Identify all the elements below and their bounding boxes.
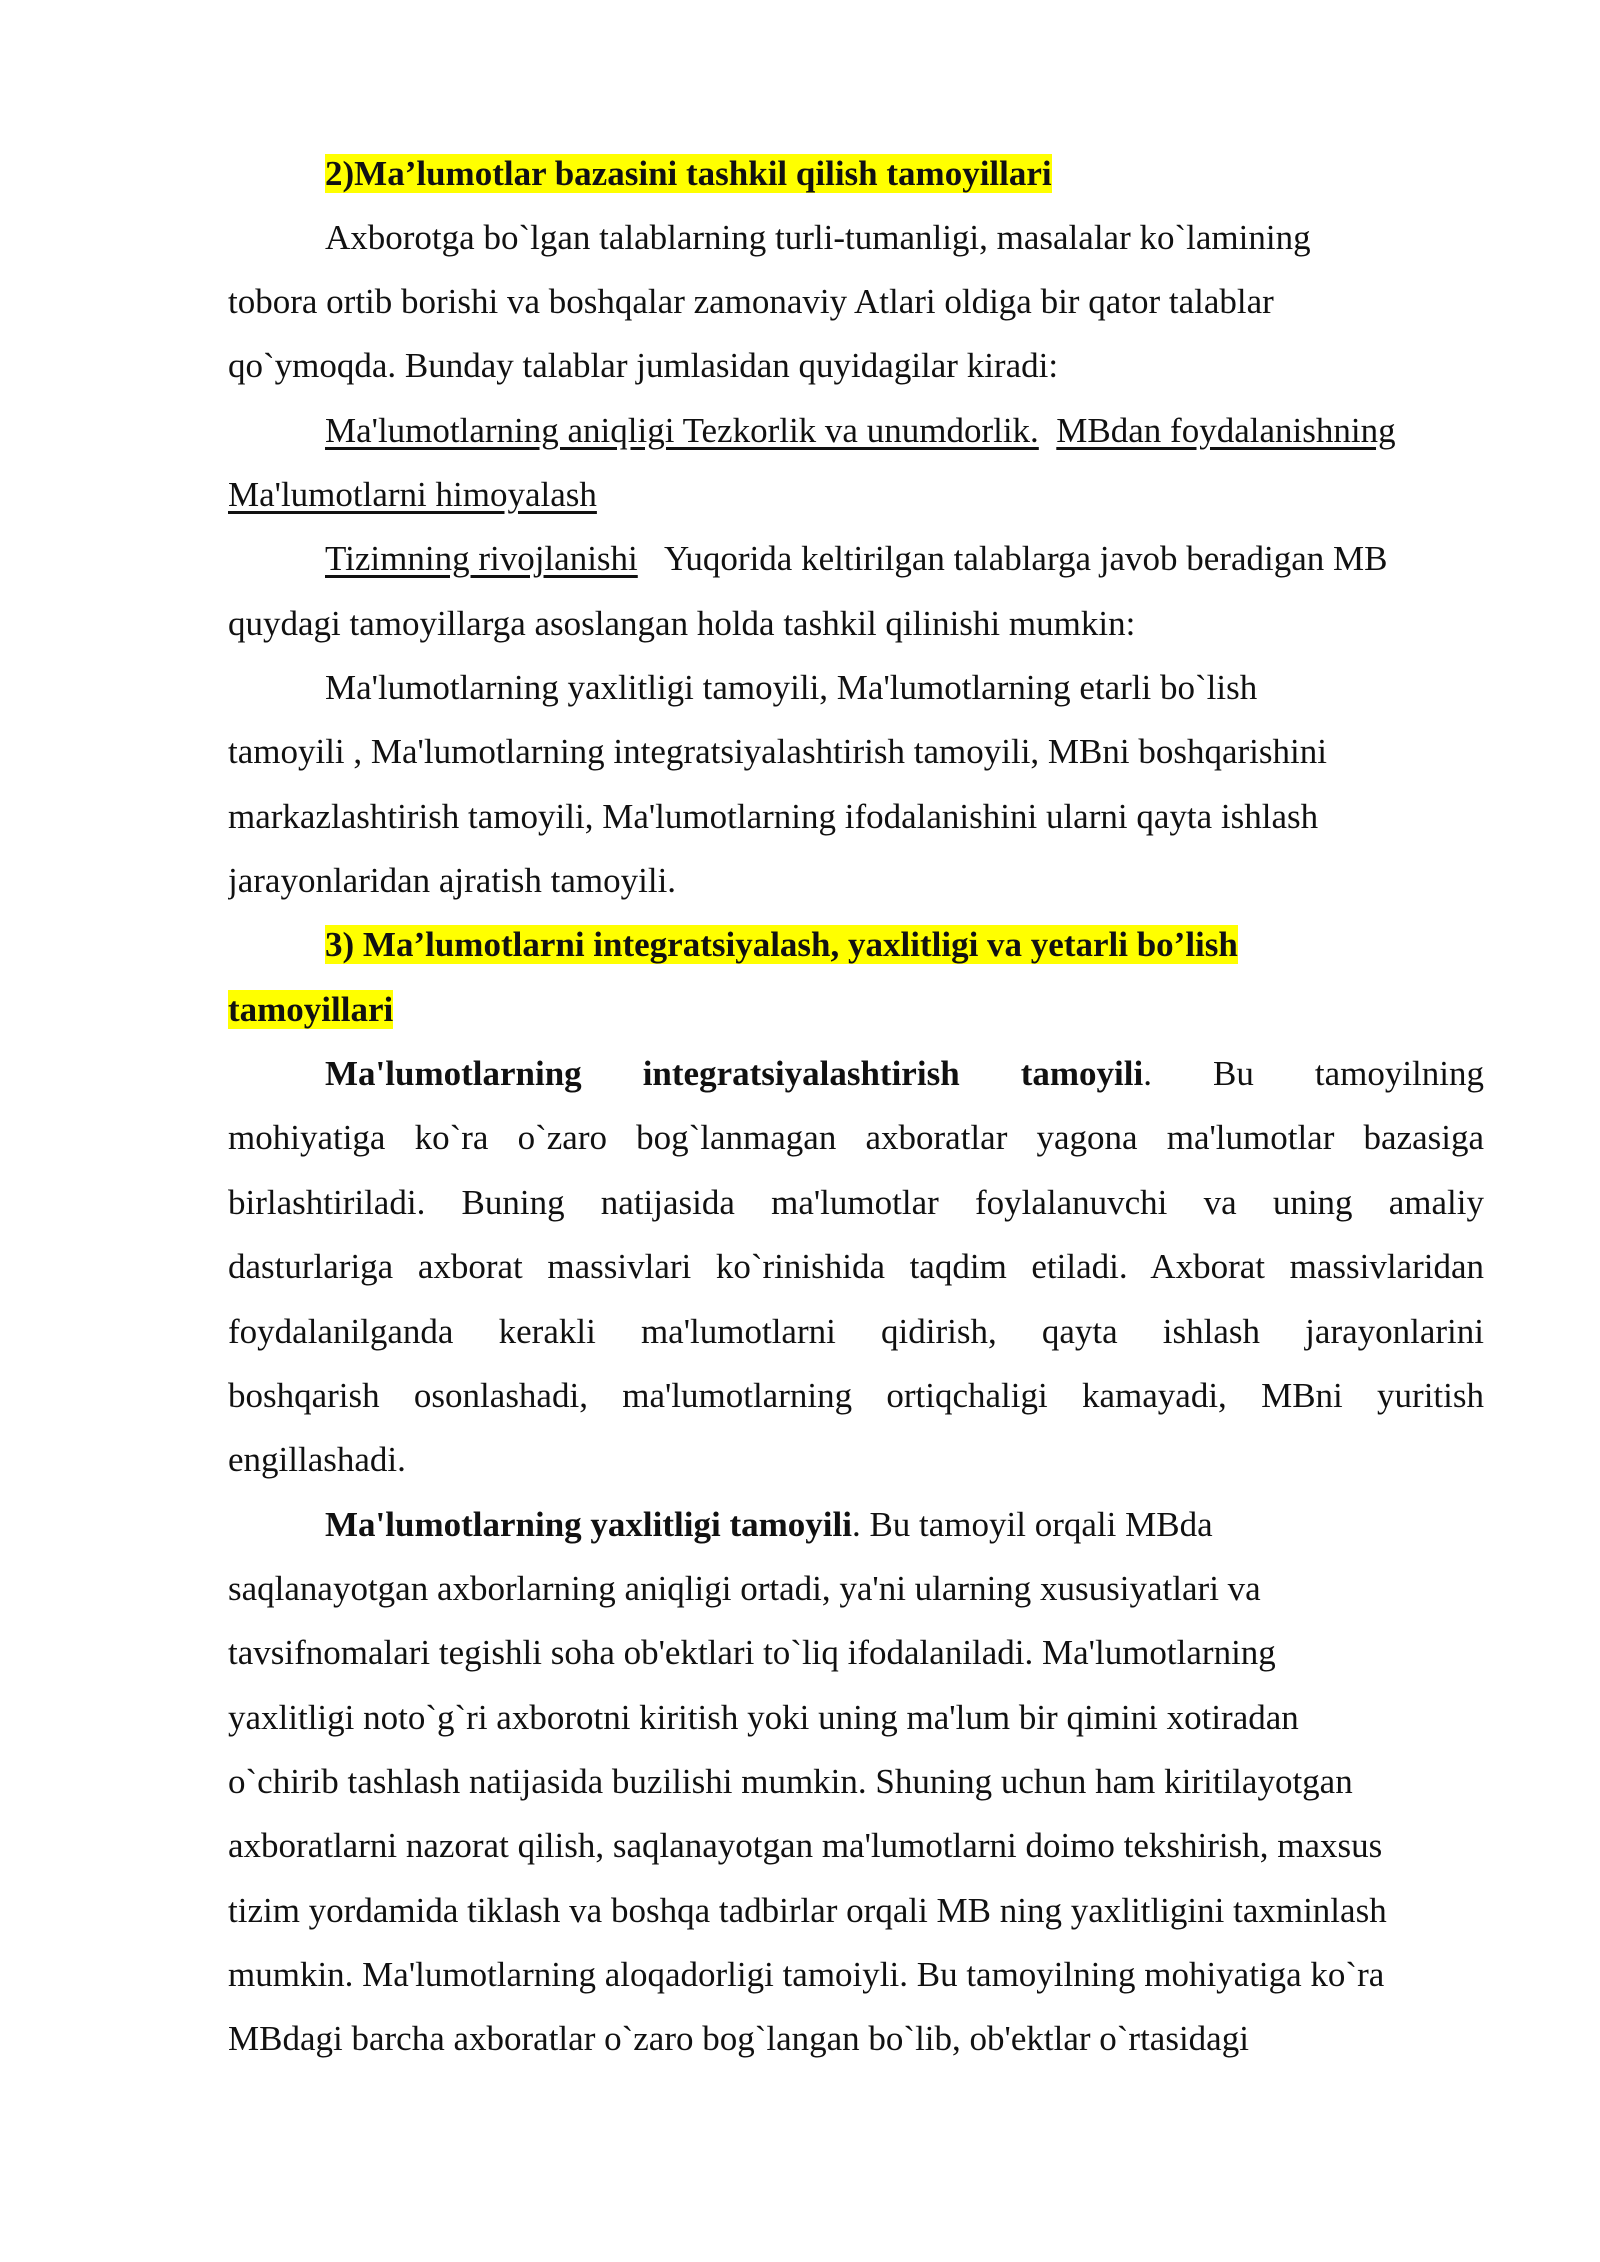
integration-line-2: mohiyatiga ko`ra o`zaro bog`lanmagan axboratlar yagona ma'lumotlar bazasiga: [228, 1118, 1484, 1157]
integrity-after-term: . Bu tamoyil orqali MBda: [851, 1505, 1213, 1544]
integration-line-4: dasturlariga axborat massivlari ko`rinishida taqdim etiladi. Axborat massivlaridan: [228, 1247, 1484, 1286]
integrity-line-3: tavsifnomalari tegishli soha ob'ektlari to`liq ifodalaniladi. Ma'lumotlarning: [228, 1633, 1276, 1672]
integration-line-3: birlashtiriladi. Buning natijasida ma'lumotlar foylalanuvchi va uning amaliy: [228, 1183, 1484, 1222]
integrity-line-6: axboratlarni nazorat qilish, saqlanayotgan ma'lumotlarni doimo tekshirish, maxsus: [228, 1826, 1383, 1865]
integrity-line-9: MBdagi barcha axboratlar o`zaro bog`langan bo`lib, ob'ektlar o`rtasidagi: [228, 2019, 1249, 2058]
requirement-accuracy-speed: Ma'lumotlarning aniqligi Tezkorlik va unumdorlik.: [325, 411, 1039, 450]
section-3-heading-line-1: [325, 915, 1484, 975]
requirements-followup-text: Yuqorida keltirilgan talablarga javob beradigan MB: [664, 539, 1388, 578]
requirements-line-3: [325, 529, 1484, 589]
requirement-protection: Ma'lumotlarni himoyalash: [228, 475, 597, 514]
requirements-line-4: quydagi tamoyillarga asoslangan holda tashkil qilinishi mumkin:: [228, 604, 1136, 643]
intro-line-2: tobora ortib borishi va boshqalar zamonaviy Atlari oldiga bir qator talablar: [228, 282, 1274, 321]
principles-line-3: markazlashtirish tamoyili, Ma'lumotlarning ifodalanishini ularni qayta ishlash: [228, 797, 1319, 836]
integration-line-6: boshqarish osonlashadi, ma'lumotlarning ortiqchaligi kamayadi, MBni yuritish: [228, 1376, 1484, 1415]
integration-line-7: engillashadi.: [228, 1440, 406, 1479]
intro-line-1: Axborotga bo`lgan talablarning turli-tumanligi, masalalar ko`lamining: [325, 218, 1311, 257]
integrity-term: Ma'lumotlarning yaxlitligi tamoyili: [325, 1505, 852, 1544]
integrity-line-4: yaxlitligi noto`g`ri axborotni kiritish yoki uning ma'lum bir qimini xotiradan: [228, 1698, 1299, 1737]
integrity-line-7: tizim yordamida tiklash va boshqa tadbirlar orqali MB ning yaxlitligini taxminlash: [228, 1891, 1387, 1930]
requirements-line-1: [325, 401, 1484, 461]
section-2-heading-line: [325, 144, 1484, 204]
integrity-line-5: o`chirib tashlash natijasida buzilishi mumkin. Shuning uchun ham kiritilayotgan: [228, 1762, 1353, 1801]
section-3-heading-line-2: [228, 980, 1484, 1040]
integrity-line-2: saqlanayotgan axborlarning aniqligi ortadi, ya'ni ularning xususiyatlari va: [228, 1569, 1261, 1608]
integration-line-1: [325, 1044, 1484, 1104]
intro-line-3: qo`ymoqda. Bunday talablar jumlasidan quyidagilar kiradi:: [228, 346, 1059, 385]
principles-line-1: Ma'lumotlarning yaxlitligi tamoyili, Ma'lumotlarning etarli bo`lish: [325, 668, 1258, 707]
section-2-heading: 2)Ma’lumotlar bazasini tashkil qilish tamoyillari: [325, 154, 1052, 193]
integration-after-term: . Bu tamoyilning: [1143, 1054, 1484, 1093]
integration-term: Ma'lumotlarning integratsiyalashtirish tamoyili: [325, 1054, 1144, 1093]
requirement-usage: MBdan foydalanishning: [1056, 411, 1396, 450]
requirement-development: Tizimning rivojlanishi: [325, 539, 638, 578]
requirements-line-2: [228, 465, 1484, 525]
principles-line-2: tamoyili , Ma'lumotlarning integratsiyalashtirish tamoyili, MBni boshqarishini: [228, 732, 1327, 771]
integration-line-5: foydalanilganda kerakli ma'lumotlarni qidirish, qayta ishlash jarayonlarini: [228, 1312, 1484, 1351]
principles-line-4: jarayonlaridan ajratish tamoyili.: [228, 861, 677, 900]
integrity-line-1: [325, 1495, 1484, 1555]
section-3-heading-part-1: 3) Ma’lumotlarni integratsiyalash, yaxlitligi va yetarli bo’lish: [325, 925, 1238, 964]
section-3-heading-part-2: tamoyillari: [228, 990, 394, 1029]
integrity-line-8: mumkin. Ma'lumotlarning aloqadorligi tamoiyli. Bu tamoyilning mohiyatiga ko`ra: [228, 1955, 1385, 1994]
